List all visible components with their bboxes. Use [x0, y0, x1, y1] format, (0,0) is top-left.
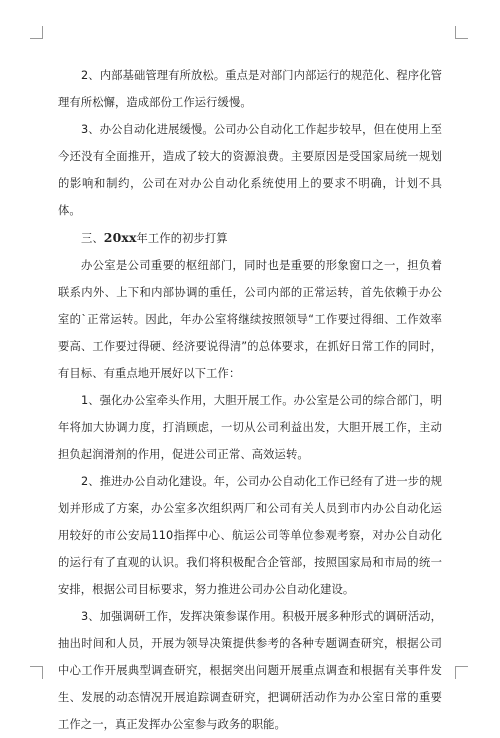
section-heading	[58, 224, 442, 252]
paragraph-management: 2、内部基础管理有所放松。重点是对部门内部运行的规范化、程序化管理有所松懈，造成部份工作运行缓慢。	[58, 69, 442, 109]
paragraph-office-automation: 3、办公自动化进展缓慢。公司办公自动化工作起步较早，但在使用上至今还没有全面推开，造成了较大的资源浪费。主要原因是受国家局统一规划的影响和制约，公司在对办公自动化系统使用上的要求不明确，计划不具体。	[58, 123, 442, 217]
heading-prefix: 三、	[81, 232, 104, 245]
paragraph-item-3: 3、加强调研工作，发挥决策参谋作用。积极开展多种形式的调研活动，抽出时间和人员，开展为领导决策提供参考的各种专题调查研究，根据公司中心工作开展典型调查研究，根据突出问题开展重点调查和根据有关事件发生、发展的动态情况开展追踪调查研究，把调研活动作为办公室日常的重要工作之一，真正发挥办公室参与政务的职能。	[58, 610, 442, 731]
paragraph-item-1: 1、强化办公室牵头作用，大胆开展工作。办公室是公司的综合部门，明年将加大协调力度，打消顾虑，一切从公司利益出发，大胆开展工作，主动担负起润滑剂的作用，促进公司正常、高效运转。	[58, 394, 442, 461]
paragraph-item-2: 2、推进办公自动化建设。年，公司办公自动化工作已经有了进一步的规划并形成了方案，办公室多次组织两厂和公司有关人员到市内办公自动化运用较好的市公安局110指挥中心、航运公司等单位参观考察，对办公自动化的运行有了直观的认识。我们将积极配合企管部，按照国家局和市局的统一安排，根据公司目标要求，努力推进公司办公自动化建设。	[58, 475, 442, 596]
document-body	[58, 62, 442, 738]
crop-mark-bottom-right	[455, 666, 468, 679]
heading-text: 年工作的初步打算	[136, 232, 228, 245]
crop-mark-top-left	[30, 26, 43, 39]
paragraph-office-role: 办公室是公司重要的枢纽部门，同时也是重要的形象窗口之一，担负着联系内外、上下和内部协调的重任，公司内部的正常运转，首先依赖于办公室的`正常运转。因此，年办公室将继续按照领导“工作要过得细、工作效率要高、工作要过得硬、经济要说得清”的总体要求，在抓好日常工作的同时，有目标、有重点地开展好以下工作：	[58, 259, 442, 380]
crop-mark-bottom-left	[30, 666, 43, 679]
heading-year: 20xx	[103, 230, 137, 245]
crop-mark-top-right	[455, 26, 468, 39]
